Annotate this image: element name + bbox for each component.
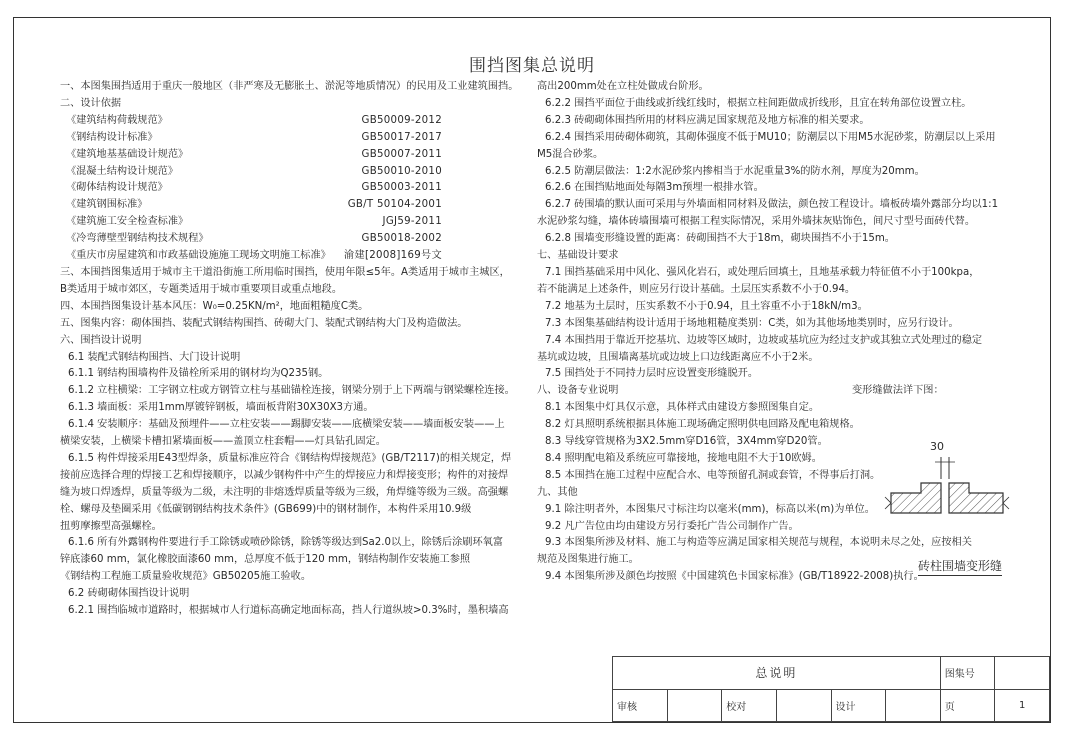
text-line: 7.1 围挡基础采用中风化、强风化岩石，或处理后回填土，且地基承载力特征值不小于100kpa， (545, 266, 980, 278)
expansion-joint-diagram (883, 445, 1013, 535)
text-line: 6.2.2 围挡平面位于曲线或折线红线时，根据立柱间距做成折线形，且宜在转角部位设置立柱。 (545, 97, 972, 109)
standard-code: GB50018-2002 (361, 233, 442, 245)
standard-code: GB50007-2011 (361, 148, 442, 160)
text-line: 六、围挡设计说明 (60, 334, 142, 346)
check-sign (776, 689, 831, 722)
page-label: 页 (940, 689, 995, 722)
standard-row (60, 113, 442, 130)
standard-row (60, 231, 442, 248)
text-line: 6.2.8 围墙变形缝设置的距离：砖砌围挡不大于18m，砌块围挡不小于15m。 (545, 233, 895, 245)
text-line: 7.4 本围挡用于靠近开挖基坑、边坡等区域时，边坡或基坑应为经过支护或其独立式处理过的稳定 (545, 334, 983, 346)
text-line: 7.2 地基为土层时，压实系数不小于0.94，且土容重不小于18kN/m3。 (545, 300, 868, 312)
sheet-name: 总说明 (613, 657, 941, 690)
text-line: 三、本围挡图集适用于城市主干道沿街施工所用临时围挡，使用年限≤5年。A类适用于城市主城区， (60, 266, 510, 278)
text-line: 9.3 本图集所涉及材料、施工与构造等应满足国家相关规范与规程，本说明未尽之处，应按相关 (545, 537, 972, 549)
standard-name: 《冷弯薄壁型钢结构技术规程》 (66, 233, 209, 245)
standard-row (60, 180, 442, 197)
page-title: 围挡图集总说明 (469, 56, 595, 76)
standard-name: 《混凝土结构设计规范》 (66, 165, 179, 177)
text-line: 6.1.1 钢结构围墙构件及锚栓所采用的钢材均为Q235钢。 (68, 368, 329, 380)
standard-name: 《建筑钢围标准》 (66, 199, 148, 211)
review-sign (667, 689, 722, 722)
standard-row (60, 164, 442, 181)
text-line: 8.4 照明配电箱及系统应可靠接地，接地电阻不大于10欧姆。 (545, 452, 822, 464)
standard-code: GB50003-2011 (361, 182, 442, 194)
text-line: 九、其他 (537, 486, 578, 498)
text-line: 若不能满足上述条件，则应另行设计基础。土层压实系数不小于0.94。 (537, 283, 856, 295)
text-line: 6.2.6 在围挡贴地面处每隔3m预埋一根排水管。 (545, 182, 764, 194)
standard-name: 《钢结构设计标准》 (66, 131, 158, 143)
text-line: 6.1.3 墙面板：采用1mm厚镀锌钢板，墙面板背附30X30X3方通。 (68, 402, 374, 414)
standard-row (60, 147, 442, 164)
standard-code: GB50017-2017 (361, 131, 442, 143)
dimension-label: 30 (930, 440, 944, 453)
text-line: 缝为坡口焊透焊，质量等级为二级，未注明的非熔透焊质量等级为三级，角焊缝等级为三级。高强螺 (60, 486, 509, 498)
standard-name: 《建筑地基基础设计规范》 (66, 148, 189, 160)
standards-list (60, 113, 442, 265)
text-line: 6.1.4 安装顺序：基础及预埋件——立柱安装——踢脚安装——底横梁安装——墙面板安装——上 (68, 419, 505, 431)
text-line: 6.2.7 砖围墙的默认面可采用与外墙面相同材料及做法，颜色按工程设计。墙板砖墙外露部分均以1:1 (545, 199, 999, 211)
text-line: 8.3 导线穿管规格为3X2.5mm穿D16管，3X4mm穿D20管。 (545, 436, 828, 448)
check-label: 校对 (722, 689, 777, 722)
text-line: 四、本围挡图集设计基本风压：W₀=0.25KN/m²，地面粗糙度C类。 (60, 300, 369, 312)
text-line: 七、基础设计要求 (537, 250, 619, 262)
standard-row (60, 130, 442, 147)
text-line: 水泥砂浆勾缝，墙体砖墙围墙可根据工程实际情况，采用外墙抹灰贴饰色，间尺寸型号面砖代替。 (537, 216, 976, 228)
left-column (60, 79, 519, 620)
text-line: 7.5 围挡处于不同持力层时应设置变形缝脱开。 (545, 368, 759, 380)
page-number: 1 (995, 689, 1050, 722)
design-label: 设计 (831, 689, 886, 722)
review-label: 审核 (613, 689, 668, 722)
standard-code: JGJ59-2011 (382, 216, 442, 228)
standard-row (60, 197, 442, 214)
text-line: 规范及图集进行施工。 (537, 554, 639, 566)
text-line: 6.1.2 立柱横梁：工字钢立柱或方钢管立柱与基础锚栓连接，钢梁分别于上下两端与钢梁螺栓连接。 (68, 385, 515, 397)
standard-name: 《建筑施工安全检查标准》 (66, 216, 189, 228)
text-line: 6.1.6 所有外露钢构件要进行手工除锈或喷砂除锈，除锈等级达到Sa2.0以上，除锈后涂刷环氧富 (68, 537, 504, 549)
diagram-label: 变形缝做法详下图： (852, 385, 944, 397)
standard-name: 《砌体结构设计规范》 (66, 182, 168, 194)
text-line: 6.2.1 围挡临城市道路时，根据城市人行道标高确定地面标高，挡人行道纵坡>0.3%时，墨积墙高 (68, 605, 509, 617)
text-line: 二、设计依据 (60, 97, 122, 109)
text-line: 扭剪摩擦型高强螺栓。 (60, 520, 162, 532)
standard-code: GB/T 50104-2001 (347, 199, 442, 211)
standard-name: 《重庆市房屋建筑和市政基础设施施工现场文明施工标准》 (66, 250, 331, 262)
text-line: 五、图集内容：砌体围挡、装配式钢结构围挡、砖砌大门、装配式钢结构大门及构造做法。 (60, 317, 468, 329)
design-sign (886, 689, 941, 722)
text-line: 9.2 凡广告位由均由建设方另行委托广告公司制作广告。 (545, 520, 799, 532)
text-line: 9.4 本图集所涉及颜色均按照《中国建筑色卡国家标准》(GB/T18922-2008)执行。 (545, 571, 924, 583)
diagram-caption: 砖柱围墙变形缝 (918, 557, 1002, 576)
text-line: 高出200mm处在立柱处做成台阶形。 (537, 81, 709, 92)
text-line: 横梁安装，上横梁卡槽扣紧墙面板——盖顶立柱套帽——灯具钻孔固定。 (60, 436, 386, 448)
text-line: 8.2 灯具照明系统根据具体施工现场确定照明供电回路及配电箱规格。 (545, 419, 860, 431)
text-line: 8.1 本图集中灯具仅示意，具体样式由建设方参照图集自定。 (545, 402, 820, 414)
standard-code: 渝建[2008]169号文 (344, 250, 442, 262)
text-line: 6.2 砖砌砌体围挡设计说明 (68, 588, 190, 600)
text-line: 9.1 除注明者外，本图集尺寸标注均以毫米(mm)，标高以米(m)为单位。 (545, 503, 875, 515)
text-line: 八、设备专业说明 变形缝做法详下图： (537, 383, 947, 400)
text-line: 一、本图集围挡适用于重庆一般地区（非严寒及无膨胀土、淤泥等地质情况）的民用及工业建筑围挡。 (60, 81, 519, 92)
standard-code: GB50009-2012 (361, 114, 442, 126)
standard-row (60, 248, 442, 265)
text-line: 6.1.5 构件焊接采用E43型焊条，质量标准应符合《钢结构焊接规范》(GB/T2117)的相关规定，焊 (68, 452, 512, 464)
text-line: 6.2.3 砖砌砌体围挡所用的材料应满足国家规范及地方标准的相关要求。 (545, 114, 870, 126)
text-line: M5混合砂浆。 (537, 148, 604, 160)
text-line: 锌底漆60 mm，氯化橡胶面漆60 mm，总厚度不低于120 mm，钢结构制作安装施工参照 (60, 554, 471, 566)
text-line: 基坑或边坡，且围墙离基坑或边坡上口边线距离应不小于2米。 (537, 351, 819, 363)
text-line: 6.2.4 围挡采用砖砌体砌筑，其砌体强度不低于MU10；防潮层以下用M5水泥砂浆，防潮层以上采用 (545, 131, 996, 143)
left-body (60, 265, 515, 620)
text-line: 6.2.5 防潮层做法：1:2水泥砂浆内掺相当于水泥重量3%的防水剂，厚度为20mm。 (545, 165, 925, 177)
text-line: 栓、螺母及垫圈采用《低碳钢钢结构技术条件》(GB699)中的钢材制作，本构件采用10.9级 (60, 503, 472, 515)
text-line: 8.5 本围挡在施工过程中应配合水、电等预留孔洞或套管，不得事后打洞。 (545, 469, 881, 481)
text-line: 接前应选择合理的焊接工艺和焊接顺序，以减少钢构件中产生的焊接应力和焊接变形；构件的对接焊 (60, 469, 509, 481)
standard-name: 《建筑结构荷载规范》 (66, 114, 168, 126)
standard-code: GB50010-2010 (361, 165, 442, 177)
atlas-number (995, 657, 1050, 690)
standard-row (60, 214, 442, 231)
atlas-label: 图集号 (940, 657, 995, 690)
text-line: B类适用于城市郊区，专题类适用于城市重要项目或重点地段。 (60, 283, 343, 295)
text-line: 7.3 本图集基础结构设计适用于场地粗糙度类别：C类，如为其他场地类别时，应另行设计。 (545, 317, 959, 329)
title-block (612, 656, 1050, 722)
text-line: 《钢结构工程施工质量验收规范》GB50205施工验收。 (60, 571, 312, 583)
text-line: 6.1 装配式钢结构围挡、大门设计说明 (68, 351, 241, 363)
